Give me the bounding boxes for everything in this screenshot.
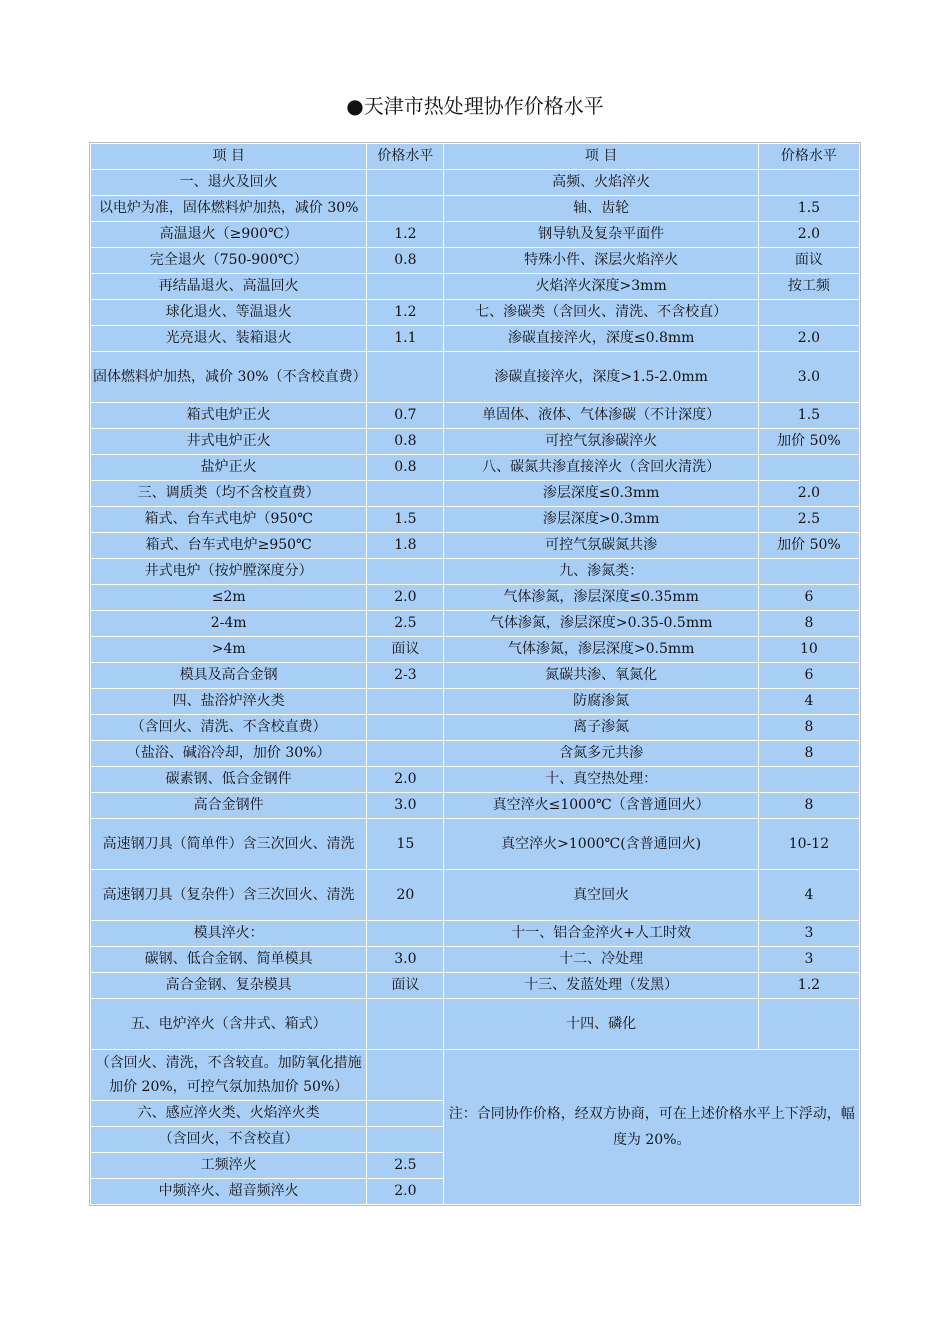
price-cell: 8 — [759, 793, 859, 818]
item-cell: 钢导轨及复杂平面件 — [444, 222, 757, 247]
price-cell — [759, 455, 859, 480]
price-cell: 3.0 — [367, 947, 443, 972]
header-row — [91, 144, 859, 169]
price-cell — [367, 715, 443, 740]
item-cell: 单固体、液体、气体渗碳（不计深度） — [444, 403, 757, 428]
price-cell: 3 — [759, 947, 859, 972]
item-cell: 高温退火（≥900℃） — [91, 222, 366, 247]
price-cell: 3 — [759, 921, 859, 946]
item-cell: 气体渗氮，渗层深度>0.35-0.5mm — [444, 611, 757, 636]
item-cell: 箱式、台车式电炉≥950℃ — [91, 533, 366, 558]
item-cell: 七、渗碳类（含回火、清洗、不含校直） — [444, 300, 757, 325]
table-row — [91, 611, 859, 636]
item-cell: 防腐渗氮 — [444, 689, 757, 714]
item-cell: 模具及高合金钢 — [91, 663, 366, 688]
price-cell — [367, 1101, 443, 1126]
item-cell: 离子渗氮 — [444, 715, 757, 740]
price-cell — [759, 300, 859, 325]
item-cell: 可控气氛碳氮共渗 — [444, 533, 757, 558]
table-row — [91, 999, 859, 1049]
item-cell: 高速钢刀具（简单件）含三次回火、清洗 — [91, 819, 366, 869]
table-row — [91, 741, 859, 766]
price-cell — [367, 1050, 443, 1100]
price-cell: 2.5 — [367, 611, 443, 636]
price-cell — [367, 741, 443, 766]
item-cell: 真空淬火>1000℃(含普通回火) — [444, 819, 757, 869]
price-cell: 15 — [367, 819, 443, 869]
item-cell: 渗层深度>0.3mm — [444, 507, 757, 532]
price-cell — [367, 1127, 443, 1152]
item-cell: 2-4m — [91, 611, 366, 636]
item-cell: 十二、冷处理 — [444, 947, 757, 972]
price-table — [89, 142, 861, 1206]
price-cell: 加价 50% — [759, 429, 859, 454]
table-row — [91, 196, 859, 221]
table-row — [91, 767, 859, 792]
item-cell: （盐浴、碱浴冷却，加价 30%） — [91, 741, 366, 766]
price-cell: 1.2 — [367, 222, 443, 247]
price-cell: 0.8 — [367, 248, 443, 273]
item-cell: 箱式电炉正火 — [91, 403, 366, 428]
price-cell — [367, 352, 443, 402]
price-cell: 2.0 — [367, 585, 443, 610]
item-cell: 以电炉为准，固体燃料炉加热，减价 30% — [91, 196, 366, 221]
item-cell: 高频、火焰淬火 — [444, 170, 757, 195]
item-cell: 氮碳共渗、氧氮化 — [444, 663, 757, 688]
item-cell: 高速钢刀具（复杂件）含三次回火、清洗 — [91, 870, 366, 920]
item-cell: 碳钢、低合金钢、简单模具 — [91, 947, 366, 972]
price-cell — [367, 999, 443, 1049]
note-cell: 注：合同协作价格，经双方协商，可在上述价格水平上下浮动，幅度为 20%。 — [444, 1050, 859, 1204]
price-cell: 8 — [759, 741, 859, 766]
price-cell: 4 — [759, 870, 859, 920]
price-cell — [367, 689, 443, 714]
price-cell: 1.8 — [367, 533, 443, 558]
table-row — [91, 352, 859, 402]
price-cell: 6 — [759, 585, 859, 610]
item-cell: 高合金钢、复杂模具 — [91, 973, 366, 998]
price-cell: 加价 50% — [759, 533, 859, 558]
item-cell: 盐炉正火 — [91, 455, 366, 480]
price-cell: 2.0 — [367, 767, 443, 792]
table-row — [91, 403, 859, 428]
item-cell: （含回火、清洗，不含较直。加防氧化措施加价 20%，可控气氛加热加价 50%） — [91, 1050, 366, 1100]
table-row — [91, 222, 859, 247]
item-cell: 轴、齿轮 — [444, 196, 757, 221]
item-cell: （含回火，不含校直） — [91, 1127, 366, 1152]
price-cell: 0.7 — [367, 403, 443, 428]
item-cell: 气体渗氮，渗层深度>0.5mm — [444, 637, 757, 662]
price-cell — [367, 921, 443, 946]
item-cell: 固体燃料炉加热，减价 30%（不含校直费） — [91, 352, 366, 402]
table-row — [91, 248, 859, 273]
item-cell: 模具淬火： — [91, 921, 366, 946]
item-cell: 井式电炉正火 — [91, 429, 366, 454]
price-cell: 10 — [759, 637, 859, 662]
header-cell: 价格水平 — [367, 144, 443, 169]
price-cell — [367, 481, 443, 506]
item-cell: 九、渗氮类： — [444, 559, 757, 584]
item-cell: 中频淬火、超音频淬火 — [91, 1179, 366, 1204]
price-cell — [367, 170, 443, 195]
item-cell: 完全退火（750-900℃） — [91, 248, 366, 273]
price-cell: 10-12 — [759, 819, 859, 869]
table-row — [91, 559, 859, 584]
price-cell — [759, 170, 859, 195]
table-row — [91, 455, 859, 480]
item-cell: 可控气氛渗碳淬火 — [444, 429, 757, 454]
item-cell: 真空淬火≤1000℃（含普通回火） — [444, 793, 757, 818]
item-cell: 四、盐浴炉淬火类 — [91, 689, 366, 714]
item-cell: 真空回火 — [444, 870, 757, 920]
price-cell: 按工频 — [759, 274, 859, 299]
price-cell — [367, 559, 443, 584]
item-cell: 火焰淬火深度>3mm — [444, 274, 757, 299]
item-cell: 含氮多元共渗 — [444, 741, 757, 766]
table-row — [91, 921, 859, 946]
price-cell: 1.5 — [759, 196, 859, 221]
item-cell: 渗碳直接淬火，深度>1.5-2.0mm — [444, 352, 757, 402]
table-row — [91, 870, 859, 920]
price-cell: 1.5 — [759, 403, 859, 428]
item-cell: 八、碳氮共渗直接淬火（含回火清洗） — [444, 455, 757, 480]
price-cell — [367, 274, 443, 299]
table-row — [91, 637, 859, 662]
price-cell: 6 — [759, 663, 859, 688]
table-row — [91, 1050, 859, 1100]
table-row — [91, 481, 859, 506]
price-cell: 3.0 — [367, 793, 443, 818]
item-cell: ≤2m — [91, 585, 366, 610]
price-cell: 1.1 — [367, 326, 443, 351]
item-cell: （含回火、清洗、不含校直费） — [91, 715, 366, 740]
item-cell: 工频淬火 — [91, 1153, 366, 1178]
price-cell: 2.0 — [759, 481, 859, 506]
table-row — [91, 274, 859, 299]
table-row — [91, 507, 859, 532]
item-cell: 十一、铝合金淬火+人工时效 — [444, 921, 757, 946]
price-cell: 面议 — [367, 637, 443, 662]
item-cell: 碳素钢、低合金钢件 — [91, 767, 366, 792]
price-cell: 面议 — [367, 973, 443, 998]
item-cell: 再结晶退火、高温回火 — [91, 274, 366, 299]
price-cell: 1.2 — [759, 973, 859, 998]
item-cell: 特殊小件、深层火焰淬火 — [444, 248, 757, 273]
table-row — [91, 585, 859, 610]
price-cell: 8 — [759, 715, 859, 740]
price-cell: 2.5 — [367, 1153, 443, 1178]
header-cell: 价格水平 — [759, 144, 859, 169]
item-cell: 井式电炉（按炉膛深度分） — [91, 559, 366, 584]
price-cell: 3.0 — [759, 352, 859, 402]
table-row — [91, 689, 859, 714]
item-cell: 三、调质类（均不含校直费） — [91, 481, 366, 506]
table-row — [91, 429, 859, 454]
price-cell: 0.8 — [367, 429, 443, 454]
price-cell: 0.8 — [367, 455, 443, 480]
price-cell: 4 — [759, 689, 859, 714]
table-row — [91, 715, 859, 740]
price-cell: 面议 — [759, 248, 859, 273]
table-row — [91, 793, 859, 818]
header-cell: 项 目 — [91, 144, 366, 169]
item-cell: 十四、磷化 — [444, 999, 757, 1049]
price-cell — [759, 767, 859, 792]
price-cell: 2.0 — [759, 222, 859, 247]
item-cell: 六、感应淬火类、火焰淬火类 — [91, 1101, 366, 1126]
item-cell: >4m — [91, 637, 366, 662]
price-cell: 2-3 — [367, 663, 443, 688]
table-row — [91, 533, 859, 558]
table-row — [91, 947, 859, 972]
price-cell: 1.5 — [367, 507, 443, 532]
item-cell: 一、退火及回火 — [91, 170, 366, 195]
item-cell: 气体渗氮，渗层深度≤0.35mm — [444, 585, 757, 610]
table-row — [91, 973, 859, 998]
price-cell: 2.0 — [759, 326, 859, 351]
price-cell — [367, 196, 443, 221]
item-cell: 五、电炉淬火（含井式、箱式） — [91, 999, 366, 1049]
price-cell: 1.2 — [367, 300, 443, 325]
item-cell: 渗层深度≤0.3mm — [444, 481, 757, 506]
item-cell: 箱式、台车式电炉（950℃ — [91, 507, 366, 532]
item-cell: 光亮退火、装箱退火 — [91, 326, 366, 351]
item-cell: 十三、发蓝处理（发黑） — [444, 973, 757, 998]
table-row — [91, 170, 859, 195]
price-cell: 2.0 — [367, 1179, 443, 1204]
page-title: ●天津市热处理协作价格水平 — [346, 94, 604, 118]
table-row — [91, 663, 859, 688]
header-cell: 项 目 — [444, 144, 757, 169]
price-cell: 20 — [367, 870, 443, 920]
table-row — [91, 819, 859, 869]
item-cell: 高合金钢件 — [91, 793, 366, 818]
item-cell: 十、真空热处理： — [444, 767, 757, 792]
table-row — [91, 326, 859, 351]
price-cell — [759, 999, 859, 1049]
price-cell: 8 — [759, 611, 859, 636]
item-cell: 渗碳直接淬火，深度≤0.8mm — [444, 326, 757, 351]
item-cell: 球化退火、等温退火 — [91, 300, 366, 325]
table-row — [91, 300, 859, 325]
price-cell — [759, 559, 859, 584]
price-cell: 2.5 — [759, 507, 859, 532]
